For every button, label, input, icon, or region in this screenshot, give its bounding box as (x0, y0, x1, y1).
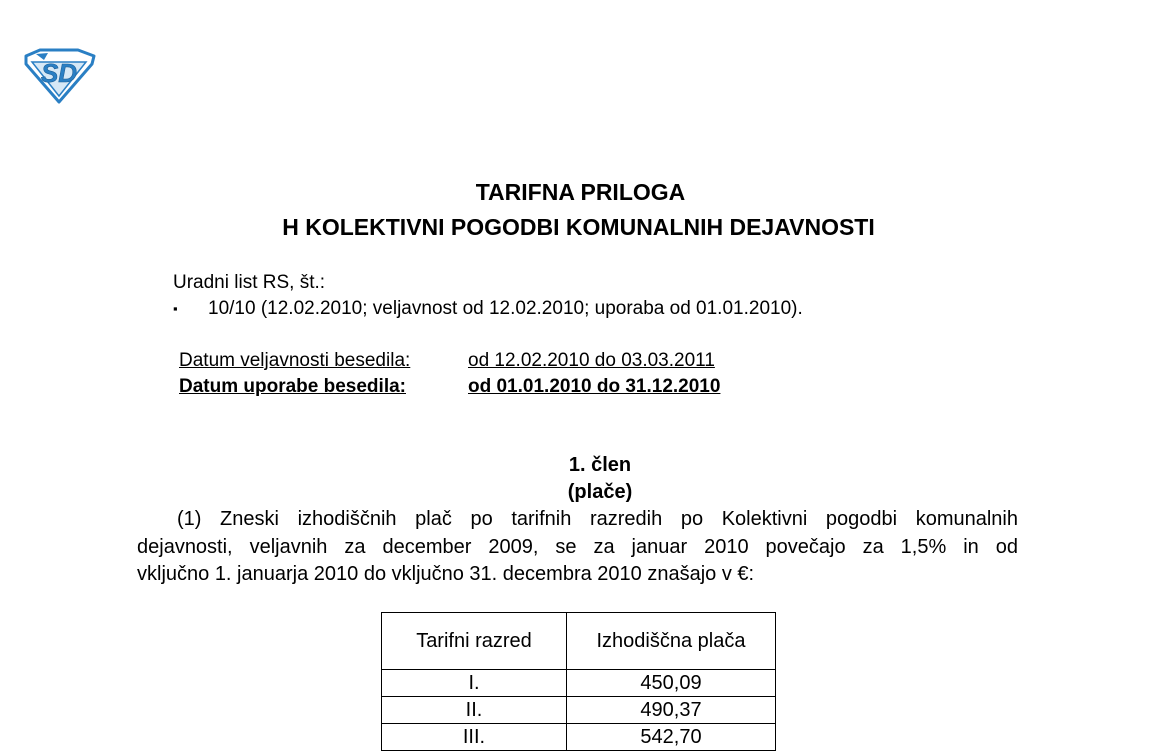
article-number: 1. člen (568, 454, 632, 476)
validity-date-row (179, 348, 720, 374)
use-date-row (179, 374, 720, 400)
document-title-line-1: TARIFNA PRILOGA (475, 179, 686, 205)
paragraph-line: dejavnosti, veljavnih za december 2009, se za januar 2010 povečajo za 1,5% in od (137, 535, 1018, 558)
tariff-class-cell: I. (382, 670, 567, 697)
base-salary-cell: 450,09 (567, 670, 776, 697)
article-subject: (plače) (567, 481, 633, 503)
table-row (382, 697, 776, 724)
article-paragraph (137, 506, 1018, 589)
sd-diamond-logo-icon (22, 48, 96, 104)
use-date-label: Datum uporabe besedila: (179, 376, 406, 397)
base-salary-cell: 542,70 (567, 724, 776, 751)
svg-text:SD: SD (40, 58, 78, 88)
table-row (382, 724, 776, 751)
document-title-line-2: H KOLEKTIVNI POGODBI KOMUNALNIH DEJAVNOSTI (282, 214, 875, 240)
paragraph-line: (1) Zneski izhodiščnih plač po tarifnih razredih po Kolektivni pogodbi komunalnih (177, 508, 1018, 530)
base-salary-cell: 490,37 (567, 697, 776, 724)
validity-date-label: Datum veljavnosti besedila: (179, 350, 411, 371)
salary-table (381, 612, 776, 751)
gazette-label: Uradni list RS, št.: (173, 272, 326, 293)
bullet-icon: ▪ (173, 301, 178, 316)
tariff-class-cell: III. (382, 724, 567, 751)
text-dates (179, 348, 720, 400)
table-header-row (382, 613, 776, 670)
table-row (382, 670, 776, 697)
tariff-class-cell: II. (382, 697, 567, 724)
paragraph-line: vključno 1. januarja 2010 do vključno 31. decembra 2010 znašajo v €: (137, 563, 755, 585)
gazette-item-text: 10/10 (12.02.2010; veljavnost od 12.02.2010; uporaba od 01.01.2010). (208, 298, 803, 319)
validity-date-value: od 12.02.2010 do 03.03.2011 (468, 350, 715, 371)
use-date-value: od 01.01.2010 do 31.12.2010 (468, 376, 721, 397)
column-header-tariff-class: Tarifni razred (382, 613, 567, 670)
column-header-base-salary: Izhodiščna plača (567, 613, 776, 670)
